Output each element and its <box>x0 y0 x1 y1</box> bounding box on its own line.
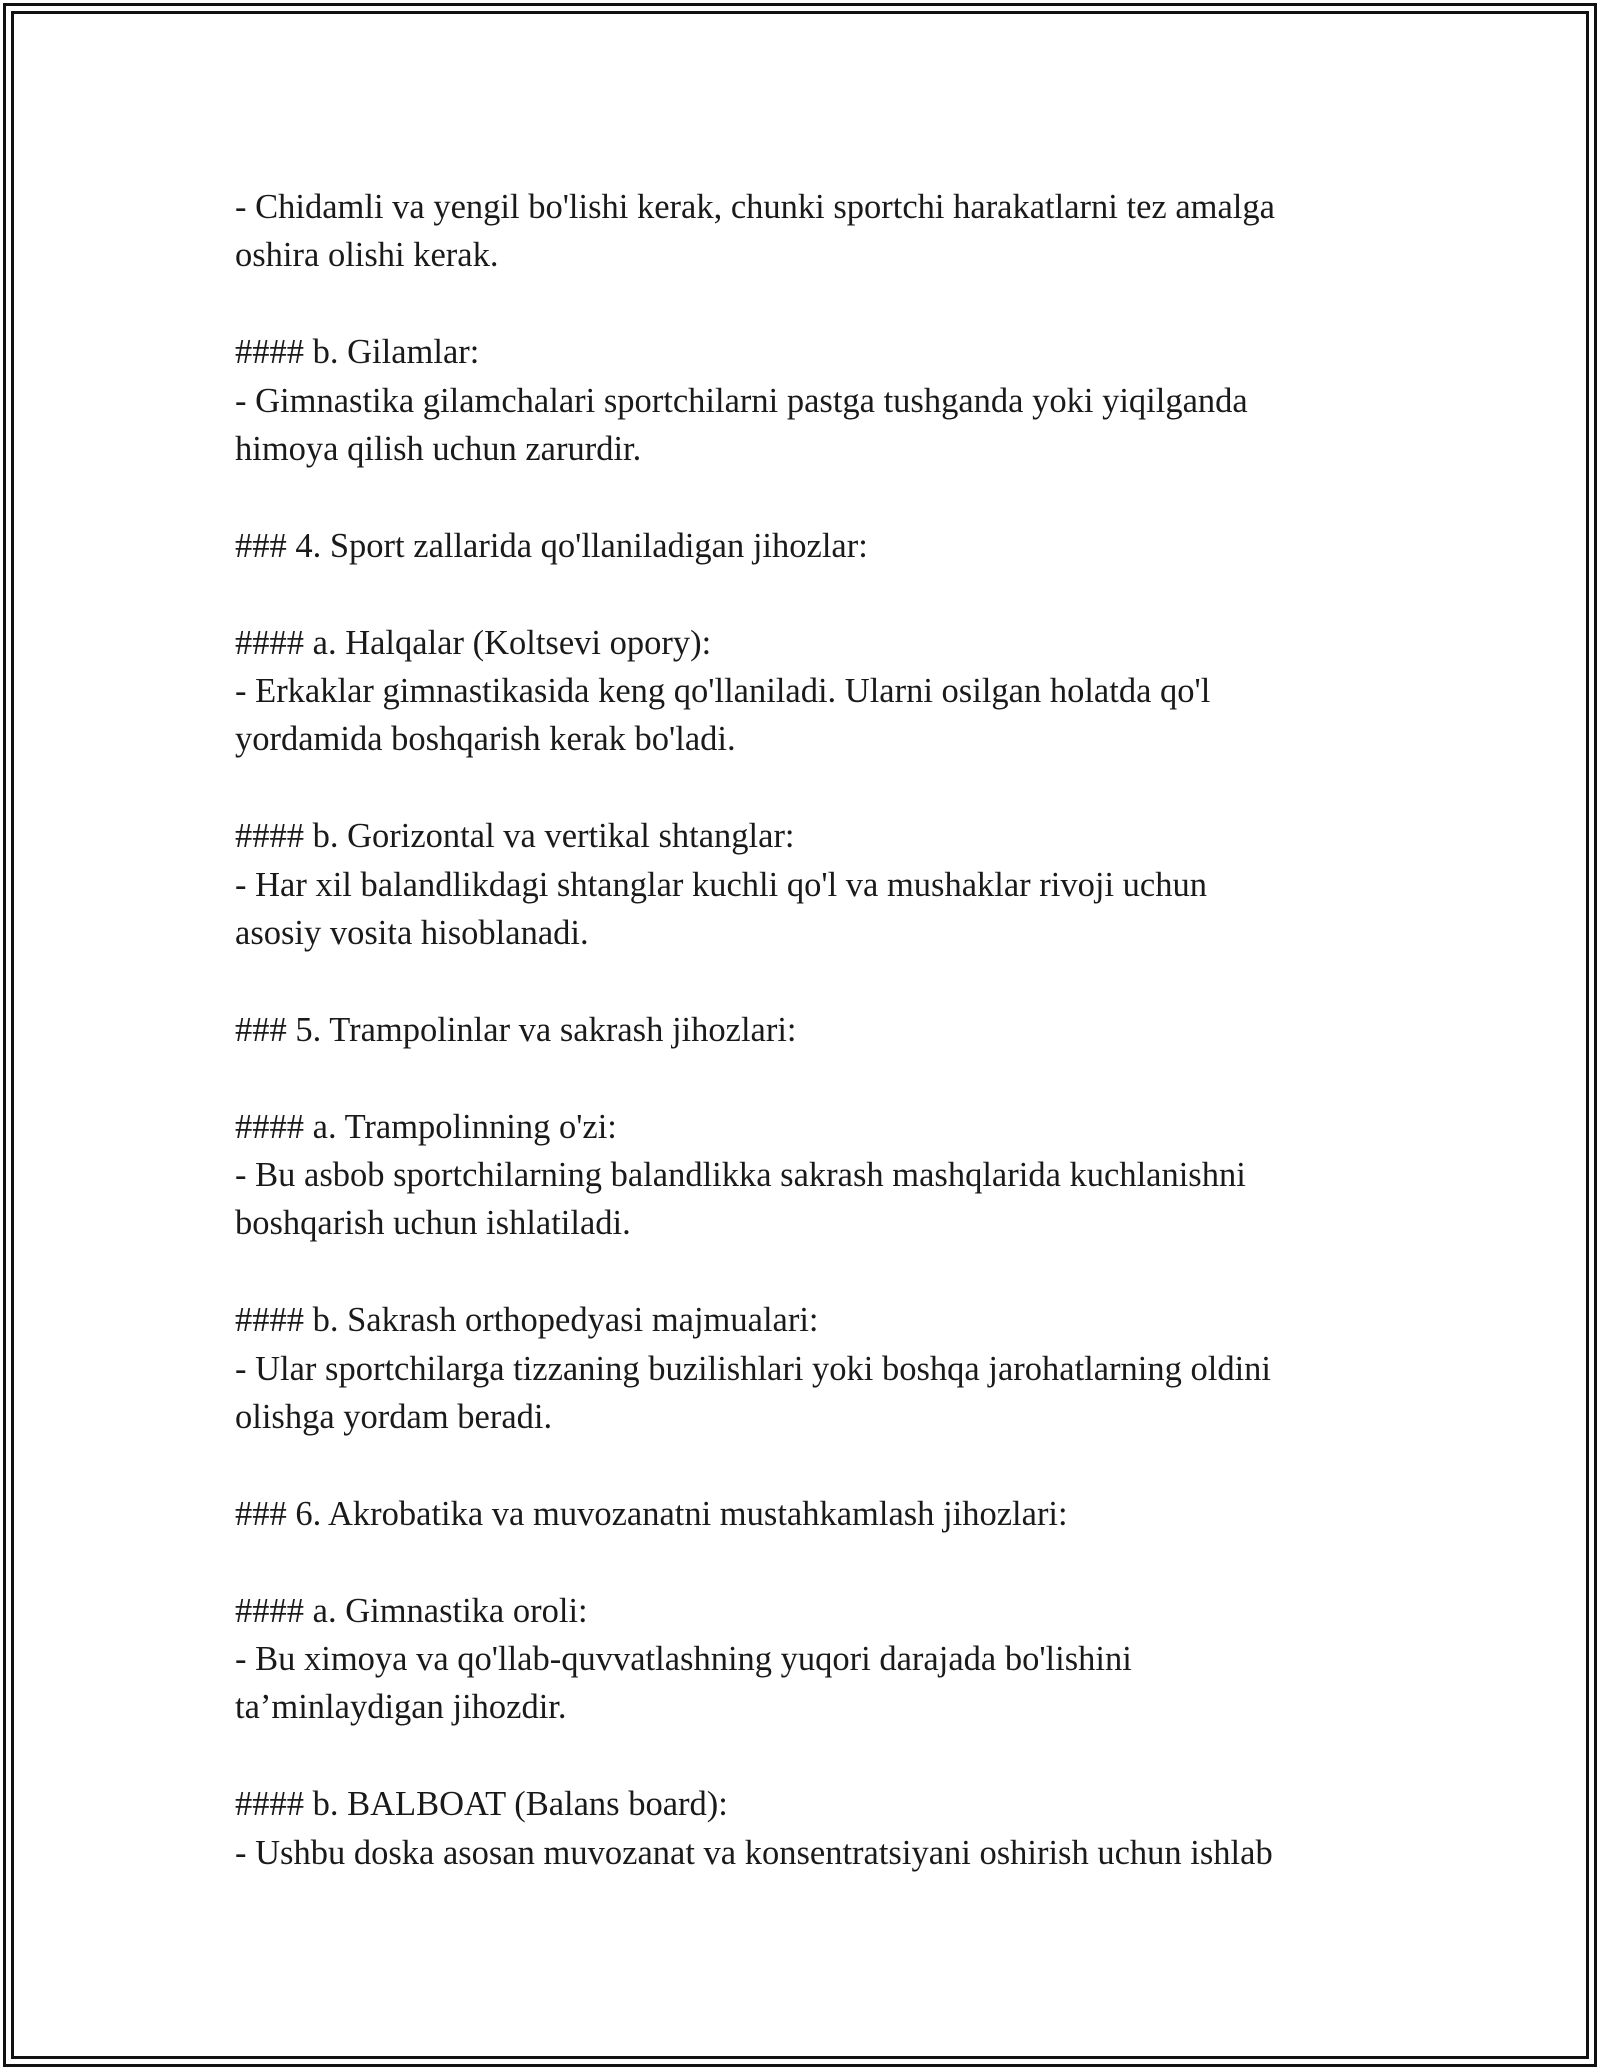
text-line: - Har xil balandlikdagi shtanglar kuchli qo'l va mushaklar rivoji uchun <box>235 865 1207 904</box>
subsection-heading: #### b. BALBOAT (Balans board): <box>235 1785 728 1824</box>
section-heading: ### 6. Akrobatika va muvozanatni mustahkamlash jihozlari: <box>235 1494 1068 1533</box>
subsection-block <box>235 1587 1375 1732</box>
text-line: ta’minlaydigan jihozdir. <box>235 1688 567 1727</box>
subsection-block <box>235 812 1375 957</box>
subsection-block <box>235 619 1375 764</box>
text-line: - Bu asbob sportchilarning balandlikka sakrash mashqlarida kuchlanishni <box>235 1156 1246 1195</box>
section-heading: ### 5. Trampolinlar va sakrash jihozlari: <box>235 1010 797 1049</box>
subsection-heading: #### a. Trampolinning o'zi: <box>235 1107 617 1146</box>
text-line: himoya qilish uchun zarurdir. <box>235 430 642 469</box>
text-line: - Chidamli va yengil bo'lishi kerak, chunki sportchi harakatlarni tez amalga <box>235 188 1275 226</box>
subsection-block <box>235 1103 1375 1248</box>
text-line: - Ular sportchilarga tizzaning buzilishlari yoki boshqa jarohatlarning oldini <box>235 1349 1272 1388</box>
text-line: yordamida boshqarish kerak bo'ladi. <box>235 720 736 759</box>
section-heading: ### 4. Sport zallarida qo'llaniladigan jihozlar: <box>235 526 868 565</box>
section-block <box>235 1006 1375 1054</box>
document-body <box>235 183 1375 1877</box>
text-line: oshira olishi kerak. <box>235 236 499 275</box>
subsection-block <box>235 328 1375 473</box>
section-block <box>235 1490 1375 1538</box>
paragraph-block <box>235 183 1375 280</box>
subsection-heading: #### a. Halqalar (Koltsevi opory): <box>235 623 712 662</box>
text-line: asosiy vosita hisoblanadi. <box>235 914 589 953</box>
text-line: olishga yordam beradi. <box>235 1398 553 1437</box>
text-line: - Gimnastika gilamchalari sportchilarni pastga tushganda yoki yiqilganda <box>235 381 1248 420</box>
subsection-heading: #### b. Sakrash orthopedyasi majmualari: <box>235 1301 819 1340</box>
subsection-block <box>235 1296 1375 1441</box>
text-line: boshqarish uchun ishlatiladi. <box>235 1204 631 1243</box>
text-line: - Erkaklar gimnastikasida keng qo'llaniladi. Ularni osilgan holatda qo'l <box>235 672 1211 711</box>
subsection-heading: #### b. Gorizontal va vertikal shtanglar: <box>235 817 795 856</box>
subsection-block <box>235 1780 1375 1877</box>
text-line: - Ushbu doska asosan muvozanat va konsentratsiyani oshirish uchun ishlab <box>235 1833 1273 1872</box>
section-block <box>235 522 1375 570</box>
subsection-heading: #### b. Gilamlar: <box>235 333 480 372</box>
subsection-heading: #### a. Gimnastika oroli: <box>235 1591 588 1630</box>
text-line: - Bu ximoya va qo'llab-quvvatlashning yuqori darajada bo'lishini <box>235 1640 1132 1679</box>
